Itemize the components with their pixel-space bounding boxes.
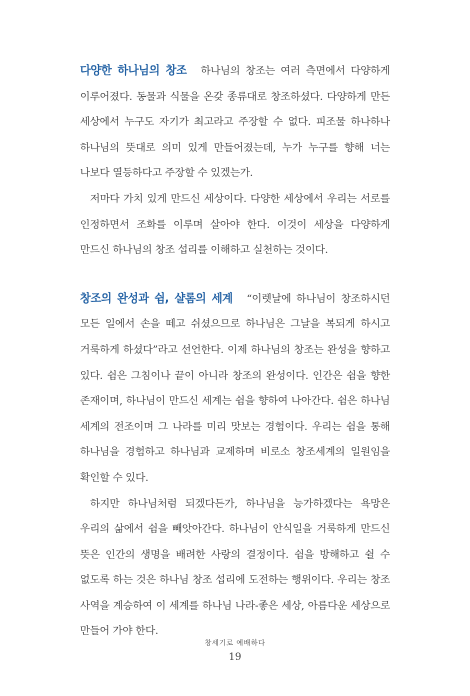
footer-book-title: 창세기로 예배하다 [204, 639, 266, 647]
section-2-paragraph-1 [80, 286, 390, 492]
footer-page-number: 19 [228, 652, 242, 663]
section-2-paragraph-2: 하지만 하나님처럼 되겠다든가, 하나님을 능가하겠다는 욕망은 우리의 삶에서 쉼을 빼앗아간다. 하나님이 안식일을 거룩하게 만드신 뜻은 인간의 생명을 배려한 사랑의 결정이다. 쉼을 방해하고 쉴 수 없도록 하는 것은 하나님 창조 섭리에 도전하는 행위이다. 우리는 창조 사역을 계승하여 이 세계를 하나님 나라-좋은 세상, 아름다운 세상으로 만들어 가야 한다. [80, 497, 390, 638]
section-1-heading: 다양한 하나님의 창조 [80, 64, 187, 77]
section-1-paragraph-1 [80, 58, 390, 187]
section-divider-space [80, 264, 390, 286]
section-1-text-1: 하나님의 창조는 여러 측면에서 다양하게 이루어졌다. 동물과 식물을 온갖 종류대로 창조하셨다. 다양하게 만든 세상에서 누구도 자기가 최고라고 주장할 수 없다. 피조물 하나하나 하나님의 뜻대로 의미 있게 만들어졌는데, 누가 누구를 향해 너는 나보다 열등하다고 주장할 수 있겠는가. [80, 65, 390, 180]
page-body [80, 58, 390, 645]
section-1-paragraph-2: 저마다 가치 있게 만드신 세상이다. 다양한 세상에서 우리는 서로를 인정하면서 조화를 이루며 살아야 한다. 이것이 세상을 다양하게 만드신 하나님의 창조 섭리를 이해하고 실천하는 것이다. [80, 192, 390, 257]
section-2-text-1: “이렛날에 하나님이 창조하시던 모든 일에서 손을 떼고 쉬셨으므로 하나님은 그날을 복되게 하시고 거룩하게 하셨다”라고 선언한다. 이제 하나님의 창조는 완성을 향하고 있다. 쉼은 그침이나 끝이 아니라 창조의 완성이다. 인간은 쉼을 향한 존재이며, 하나님이 만드신 세계는 쉼을 향하여 나아간다. 쉼은 하나님 세계의 전조이며 그 나라를 미리 맛보는 경험이다. 우리는 쉼을 통해 하나님을 경험하고 하나님과 교제하며 비로소 창조세계의 일원임을 확인할 수 있다. [80, 292, 390, 484]
section-2-heading: 창조의 완성과 쉼, 샬롬의 세계 [80, 291, 233, 305]
